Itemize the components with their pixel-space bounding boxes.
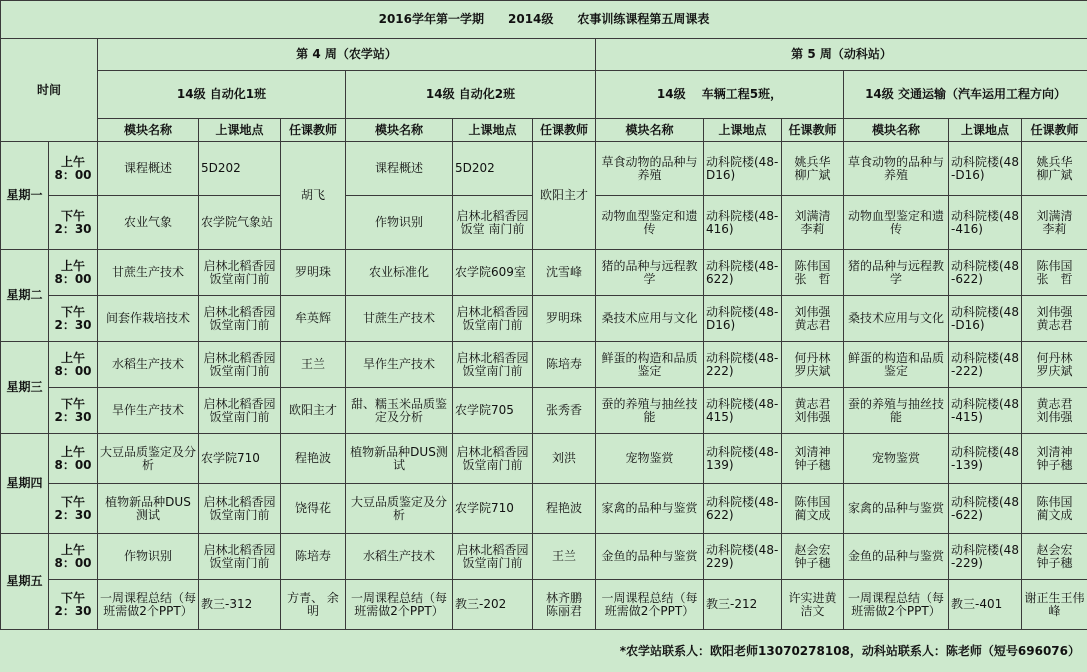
teacher-cell: 何丹林 罗庆斌 (782, 342, 844, 388)
module-name-cell: 旱作生产技术 (346, 342, 453, 388)
teacher-cell: 方青、 余明 (281, 580, 346, 630)
module-name-cell: 甘蔗生产技术 (98, 250, 199, 296)
location-cell: 启林北稻香园饭堂南门前 (199, 388, 281, 434)
location-cell: 动科院楼(48-415) (704, 388, 782, 434)
teacher-cell: 罗明珠 (533, 296, 596, 342)
location-cell: 农学院609室 (453, 250, 533, 296)
day-label: 星期三 (1, 342, 49, 434)
teacher-cell: 刘清神 钟子穗 (1022, 434, 1087, 484)
teacher-cell: 刘伟强 黄志君 (782, 296, 844, 342)
time-slot-label: 上午 8：00 (49, 250, 98, 296)
teacher-cell: 姚兵华 柳广斌 (1022, 142, 1087, 196)
teacher-cell: 陈伟国 张 哲 (782, 250, 844, 296)
teacher-cell: 刘洪 (533, 434, 596, 484)
module-name-cell: 宠物鉴赏 (844, 434, 949, 484)
module-name-cell: 水稻生产技术 (98, 342, 199, 388)
teacher-cell: 黄志君 刘伟强 (1022, 388, 1087, 434)
module-name-cell: 宠物鉴赏 (596, 434, 704, 484)
schedule-row (1, 484, 1087, 534)
time-slot-label: 上午 8：00 (49, 342, 98, 388)
module-name-cell: 蚕的养殖与抽丝技能 (844, 388, 949, 434)
teacher-cell: 胡飞 (281, 142, 346, 250)
module-name-cell: 桑技术应用与文化 (596, 296, 704, 342)
module-name-cell: 金鱼的品种与鉴赏 (596, 534, 704, 580)
location-cell: 启林北稻香园饭堂南门前 (453, 296, 533, 342)
module-name-cell: 农业气象 (98, 196, 199, 250)
teacher-cell: 王兰 (533, 534, 596, 580)
location-cell: 启林北稻香园饭堂南门前 (199, 296, 281, 342)
teacher-cell: 谢正生王伟峰 (1022, 580, 1087, 630)
module-name-cell: 间套作栽培技术 (98, 296, 199, 342)
location-cell: 启林北稻香园饭堂南门前 (453, 534, 533, 580)
teacher-cell: 刘满清 李莉 (1022, 196, 1087, 250)
module-name-cell: 草食动物的品种与养殖 (844, 142, 949, 196)
location-header: 上课地点 (949, 119, 1022, 142)
module-name-cell: 植物新品种DUS测试 (98, 484, 199, 534)
time-slot-label: 下午 2：30 (49, 196, 98, 250)
schedule-row (1, 580, 1087, 630)
module-name-cell: 一周课程总结（每班需做2个PPT） (346, 580, 453, 630)
module-name-header: 模块名称 (98, 119, 199, 142)
location-cell: 动科院楼(48-416) (704, 196, 782, 250)
time-slot-label: 上午 8：00 (49, 142, 98, 196)
location-cell: 动科院楼(48-222) (949, 342, 1022, 388)
location-cell: 动科院楼(48-229) (704, 534, 782, 580)
location-cell: 启林北稻香园饭堂南门前 (199, 534, 281, 580)
teacher-cell: 刘伟强 黄志君 (1022, 296, 1087, 342)
module-name-cell: 草食动物的品种与养殖 (596, 142, 704, 196)
teacher-cell: 程艳波 (281, 434, 346, 484)
location-cell: 动科院楼(48-D16) (704, 142, 782, 196)
module-name-cell: 猪的品种与远程教学 (844, 250, 949, 296)
schedule-row (1, 342, 1087, 388)
teacher-cell: 欧阳主才 (533, 142, 596, 250)
teacher-header: 任课教师 (1022, 119, 1087, 142)
module-name-cell: 大豆品质鉴定及分析 (346, 484, 453, 534)
time-slot-label: 上午 8：00 (49, 434, 98, 484)
teacher-cell: 欧阳主才 (281, 388, 346, 434)
time-header: 时间 (1, 39, 98, 142)
time-slot-label: 上午 8：00 (49, 534, 98, 580)
location-cell: 动科院楼(48-622) (949, 484, 1022, 534)
teacher-cell: 何丹林 罗庆斌 (1022, 342, 1087, 388)
class-header: 14级 自动化1班 (98, 71, 346, 119)
module-name-cell: 作物识别 (346, 196, 453, 250)
module-name-cell: 家禽的品种与鉴赏 (596, 484, 704, 534)
module-name-header: 模块名称 (596, 119, 704, 142)
location-header: 上课地点 (453, 119, 533, 142)
location-cell: 启林北稻香园饭堂南门前 (199, 250, 281, 296)
module-name-cell: 旱作生产技术 (98, 388, 199, 434)
teacher-cell: 陈伟国 蔺文成 (782, 484, 844, 534)
schedule-row (1, 434, 1087, 484)
location-cell: 5D202 (453, 142, 533, 196)
location-cell: 启林北稻香园饭堂南门前 (453, 342, 533, 388)
schedule-row (1, 534, 1087, 580)
module-name-cell: 课程概述 (346, 142, 453, 196)
location-cell: 启林北稻香园饭堂南门前 (199, 342, 281, 388)
teacher-cell: 沈雪峰 (533, 250, 596, 296)
module-name-cell: 一周课程总结（每班需做2个PPT） (98, 580, 199, 630)
teacher-cell: 张秀香 (533, 388, 596, 434)
class-header: 14级 车辆工程5班， (596, 71, 844, 119)
module-name-cell: 农业标准化 (346, 250, 453, 296)
teacher-cell: 许实进黄洁文 (782, 580, 844, 630)
location-header: 上课地点 (704, 119, 782, 142)
schedule-row (1, 142, 1087, 196)
teacher-cell: 陈培寿 (281, 534, 346, 580)
day-label: 星期二 (1, 250, 49, 342)
location-cell: 农学院705 (453, 388, 533, 434)
location-cell: 农学院710 (453, 484, 533, 534)
teacher-cell: 陈伟国 张 哲 (1022, 250, 1087, 296)
module-name-cell: 一周课程总结（每班需做2个PPT） (596, 580, 704, 630)
location-cell: 教三-401 (949, 580, 1022, 630)
day-label: 星期五 (1, 534, 49, 630)
class-header: 14级 交通运输（汽车运用工程方向） (844, 71, 1087, 119)
schedule-row (1, 296, 1087, 342)
page-title: 2016学年第一学期 2014级 农事训练课程第五周课表 (1, 1, 1087, 39)
schedule-row (1, 388, 1087, 434)
location-cell: 农学院710 (199, 434, 281, 484)
module-name-cell: 植物新品种DUS测试 (346, 434, 453, 484)
time-slot-label: 下午 2：30 (49, 580, 98, 630)
module-name-cell: 桑技术应用与文化 (844, 296, 949, 342)
module-name-cell: 鲜蛋的构造和品质鉴定 (844, 342, 949, 388)
location-cell: 动科院楼(48-415) (949, 388, 1022, 434)
module-name-cell: 水稻生产技术 (346, 534, 453, 580)
teacher-cell: 陈伟国 蔺文成 (1022, 484, 1087, 534)
module-name-cell: 课程概述 (98, 142, 199, 196)
location-cell: 动科院楼(48-622) (949, 250, 1022, 296)
teacher-cell: 陈培寿 (533, 342, 596, 388)
teacher-cell: 赵会宏 钟子穗 (1022, 534, 1087, 580)
class-header: 14级 自动化2班 (346, 71, 596, 119)
location-cell: 5D202 (199, 142, 281, 196)
location-cell: 动科院楼(48-622) (704, 484, 782, 534)
teacher-cell: 姚兵华 柳广斌 (782, 142, 844, 196)
module-name-cell: 动物血型鉴定和遗传 (596, 196, 704, 250)
location-cell: 动科院楼(48-D16) (704, 296, 782, 342)
location-cell: 动科院楼(48-139) (704, 434, 782, 484)
location-cell: 教三-212 (704, 580, 782, 630)
week-header-4: 第 4 周（农学站） (98, 39, 596, 71)
schedule-row (1, 250, 1087, 296)
module-name-cell: 甜、糯玉米品质鉴定及分析 (346, 388, 453, 434)
time-slot-label: 下午 2：30 (49, 296, 98, 342)
location-header: 上课地点 (199, 119, 281, 142)
location-cell: 动科院楼(48-139) (949, 434, 1022, 484)
location-cell: 教三-312 (199, 580, 281, 630)
module-name-cell: 一周课程总结（每班需做2个PPT） (844, 580, 949, 630)
location-cell: 启林北稻香园饭堂南门前 (199, 484, 281, 534)
location-cell: 动科院楼(48-416) (949, 196, 1022, 250)
teacher-cell: 林齐鹏 陈丽君 (533, 580, 596, 630)
teacher-cell: 刘清神 钟子穗 (782, 434, 844, 484)
teacher-header: 任课教师 (533, 119, 596, 142)
teacher-header: 任课教师 (281, 119, 346, 142)
teacher-cell: 黄志君 刘伟强 (782, 388, 844, 434)
location-cell: 农学院气象站 (199, 196, 281, 250)
location-cell: 动科院楼(48-222) (704, 342, 782, 388)
time-slot-label: 下午 2：30 (49, 484, 98, 534)
module-name-cell: 家禽的品种与鉴赏 (844, 484, 949, 534)
module-name-header: 模块名称 (844, 119, 949, 142)
location-cell: 动科院楼(48-D16) (949, 296, 1022, 342)
teacher-cell: 刘满清 李莉 (782, 196, 844, 250)
module-name-cell: 作物识别 (98, 534, 199, 580)
module-name-cell: 金鱼的品种与鉴赏 (844, 534, 949, 580)
teacher-cell: 牟英辉 (281, 296, 346, 342)
module-name-cell: 猪的品种与远程教学 (596, 250, 704, 296)
teacher-cell: 赵会宏 钟子穗 (782, 534, 844, 580)
module-name-cell: 大豆品质鉴定及分析 (98, 434, 199, 484)
location-cell: 动科院楼(48-229) (949, 534, 1022, 580)
location-cell: 动科院楼(48-622) (704, 250, 782, 296)
teacher-cell: 程艳波 (533, 484, 596, 534)
day-label: 星期四 (1, 434, 49, 534)
module-name-cell: 动物血型鉴定和遗传 (844, 196, 949, 250)
teacher-cell: 罗明珠 (281, 250, 346, 296)
location-cell: 动科院楼(48-D16) (949, 142, 1022, 196)
location-cell: 教三-202 (453, 580, 533, 630)
module-name-header: 模块名称 (346, 119, 453, 142)
time-slot-label: 下午 2：30 (49, 388, 98, 434)
module-name-cell: 蚕的养殖与抽丝技能 (596, 388, 704, 434)
teacher-header: 任课教师 (782, 119, 844, 142)
teacher-cell: 饶得花 (281, 484, 346, 534)
location-cell: 启林北稻香园饭堂南门前 (453, 434, 533, 484)
location-cell: 启林北稻香园饭堂 南门前 (453, 196, 533, 250)
contact-footer: *农学站联系人：欧阳老师13070278108，动科站联系人：陈老师（短号696076） (619, 644, 1080, 658)
week-header-5: 第 5 周（动科站） (596, 39, 1087, 71)
module-name-cell: 鲜蛋的构造和品质鉴定 (596, 342, 704, 388)
module-name-cell: 甘蔗生产技术 (346, 296, 453, 342)
teacher-cell: 王兰 (281, 342, 346, 388)
day-label: 星期一 (1, 142, 49, 250)
